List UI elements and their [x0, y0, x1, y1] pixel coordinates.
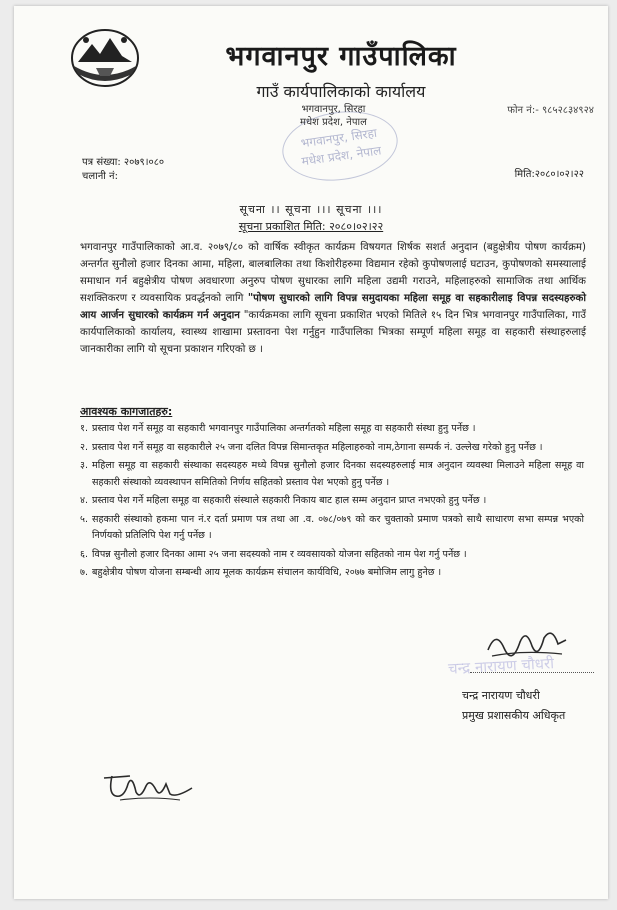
list-item — [80, 512, 584, 545]
notice-body — [80, 239, 586, 358]
signatory-title: प्रमुख प्रशासकीय अधिकृत — [462, 709, 566, 722]
item-text: प्रस्ताव पेश गर्ने महिला समूह वा सहकारी संस्थाले सहकारी निकाय बाट हाल सम्म अनुदान प्राप्त नभएको हुनु पर्नेछ । — [92, 495, 487, 506]
body-text: भगवानपुर गाउँपालिकाको आ.व. २०७९/८० को वार्षिक स्वीकृत कार्यक्रम विषयगत शिर्षक सशर्त अनुदान (बहुक्षेत्रीय पोषण कार्यक्रम) अन्तर्गत सुनौलो हजार दिनका आमा, महिला, बालबालिका तथा किशोरीहरुमा विद्यमान रहेको कुपोषणलाई घटाउन, कुपोषणको समस्यालाई समाधान गर्न बहुक्षेत्रीय पोषण अवधारणा अनुरुप पोषण सुधारका लागि महिला उद्यमी गराउने, महिलाहरुको सामाजिक तथा आर्थिक सशक्तिकरण र व्यवसायिक प्रवर्द्धनको लागि — [80, 242, 586, 304]
requirements-heading: आवश्यक कागजातहरु: — [80, 405, 173, 418]
item-text: प्रस्ताव पेश गर्ने समूह वा सहकारीले २५ जना दलित विपन्न सिमान्तकृत महिलाहरुको नाम,ठेगाना सम्पर्क नं. उल्लेख गरेको हुनु पर्नेछ । — [92, 441, 543, 453]
office-stamp — [278, 104, 402, 187]
letter-number: पत्र संख्या: २०७९।०८० — [82, 157, 165, 168]
item-number: ४. — [80, 495, 89, 506]
office-subtitle: गाउँ कार्यपालिकाको कार्यालय — [256, 82, 426, 101]
reference-block — [82, 156, 164, 184]
list-item — [80, 493, 584, 510]
phone-number: फोन नं:- ९८५२८३४९२४ — [507, 105, 594, 116]
list-item — [80, 547, 584, 564]
list-item — [80, 565, 584, 582]
list-item — [80, 421, 584, 438]
municipality-title: भगवानपुर गाउँपालिका — [225, 41, 457, 72]
item-number: १. — [80, 423, 89, 434]
item-text: विपन्न सुनौलो हजार दिनका आमा २५ जना सदस्यको नाम र व्यवसायको योजना सहितको नाम पेश गर्नु पर्नेछ । — [92, 548, 467, 560]
signatory-name: चन्द्र नारायण चौधरी — [462, 689, 540, 702]
document-page — [14, 6, 608, 899]
published-date: सूचना प्रकाशित मिति: २०८०।०२।२२ — [238, 220, 384, 233]
stamp-text: मधेश प्रदेश, नेपाल — [300, 143, 383, 169]
item-text: महिला समूह वा सहकारी संस्थाका सदस्यहरु मध्ये विपन्न सुनौलो हजार दिनका सदस्यहरुलाई मात्र अनुदान व्यवस्था मिलाउने महिला समूह वा सहकारी संस्थाको व्यवस्थापन समितिको निर्णय सहितको प्रस्ताव पेश भएको हुनु पर्नेछ । — [92, 460, 584, 488]
address-line: भगवानपुर, सिरहा — [301, 104, 366, 115]
item-number: २. — [80, 441, 89, 453]
item-number: ३. — [80, 460, 89, 471]
item-number: ७. — [80, 567, 89, 578]
item-text: बहुक्षेत्रीय पोषण योजना सम्बन्धी आय मूलक कार्यक्रम संचालन कार्यविधि, २०७७ बमोजिम लागु हुनेछ । — [92, 567, 442, 578]
item-number: ६. — [80, 548, 89, 560]
list-item — [80, 458, 584, 491]
stamp-text: भगवानपुर, सिरहा — [299, 125, 378, 151]
body-text: "कार्यक्रमका लागि सूचना प्रकाशित भएको मितिले १५ दिन भित्र भगवानपुर गाउँपालिका, गाउँ कार्यपालिकाको कार्यालय, स्वास्थ्य शाखामा प्रस्तावना पेश गर्नुहुन गाउँपालिका भित्रका सम्पूर्ण महिला समूह वा सहकारी संस्थाहरुलाई जानकारीका लागि यो सूचना प्रकाशन गरिएको छ । — [80, 310, 587, 355]
dispatch-number: चलानी नं: — [82, 171, 118, 182]
item-number: ५. — [80, 513, 89, 525]
list-item — [80, 440, 584, 457]
notice-heading: सूचना ।। सूचना ।।। सूचना ।।। — [239, 203, 383, 216]
program-title: "पोषण सुधारको लागि विपन्न समुदायका महिला समूह वा सहकारीलाइ विपन्न सदस्यहरुको आय आर्जन सुधारको कार्यक्रम गर्न अनुदान — [80, 293, 586, 321]
initial-signature — [100, 764, 196, 806]
signature-line — [470, 672, 594, 673]
item-text: प्रस्ताव पेश गर्ने समूह वा सहकारी भगवानपुर गाउँपालिका अन्तर्गतको महिला समूह वा सहकारी संस्था हुनु पर्नेछ । — [92, 423, 476, 434]
letter-date: मिति:२०८०।०२।२२ — [514, 169, 584, 180]
item-text: सहकारी संस्थाको हकमा पान नं.र दर्ता प्रमाण पत्र तथा आ .व. ०७८/०७९ को कर चुक्ताको प्रमाण पत्रको साथै साधारण सभा सम्पन्न भएको निर्णयको प्रतिलिपि पेश गर्नु पर्नेछ । — [92, 513, 584, 541]
requirements-list — [80, 421, 584, 584]
address-line: मधेश प्रदेश, नेपाल — [300, 117, 367, 128]
signatory-stamp: चन्द्र नारायण चौधरी — [447, 654, 555, 678]
